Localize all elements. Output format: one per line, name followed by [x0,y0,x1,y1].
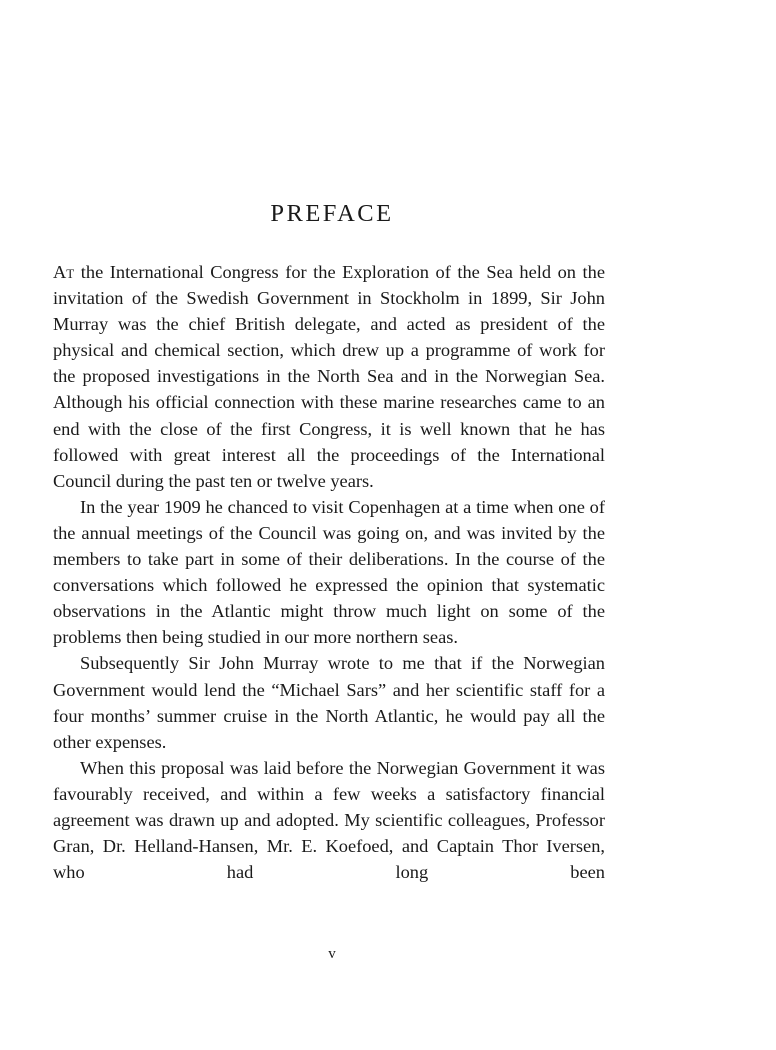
opening-word: At [53,262,75,282]
page-title: PREFACE [270,200,394,227]
paragraph-3: Subsequently Sir John Murray wrote to me that if the Norwegian Government would lend the “Michael Sars” and her scientific staff for a four months’ summer cruise in the North Atlantic, he would pay all the other expenses. [53,653,605,752]
paragraph-4: When this proposal was laid before the Norwegian Government it was favourably received, and within a few weeks a satisfactory financial agreement was drawn up and adopted. My scientific colleagues, Professor Gran, Dr. Helland-Hansen, Mr. E. Koefoed, and Captain Thor Iversen, who had long been [53,757,605,883]
paragraph-1 [53,259,605,494]
paragraph-2: In the year 1909 he chanced to visit Copenhagen at a time when one of the annual meetings of the Council was going on, and was invited by the members to take part in some of their deliberations. In the course of the conversations which followed he expressed the opinion that systematic observations in the Atlantic might throw much light on some of the problems then being studied in our more northern seas. [53,496,605,648]
page-number: v [328,946,336,962]
preface-body [53,259,605,885]
paragraph-1-text: the International Congress for the Exploration of the Sea held on the invitation of the Swedish Government in Stockholm in 1899, Sir John Murray was the chief British delegate, and acted as president of the physical and chemical section, which drew up a programme of work for the proposed investigations in the North Sea and in the Norwegian Sea. Although his official connection with these marine researches came to an end with the close of the first Congress, it is well known that he has followed with great interest all the proceedings of the International Council during the past ten or twelve years. [53,262,605,491]
